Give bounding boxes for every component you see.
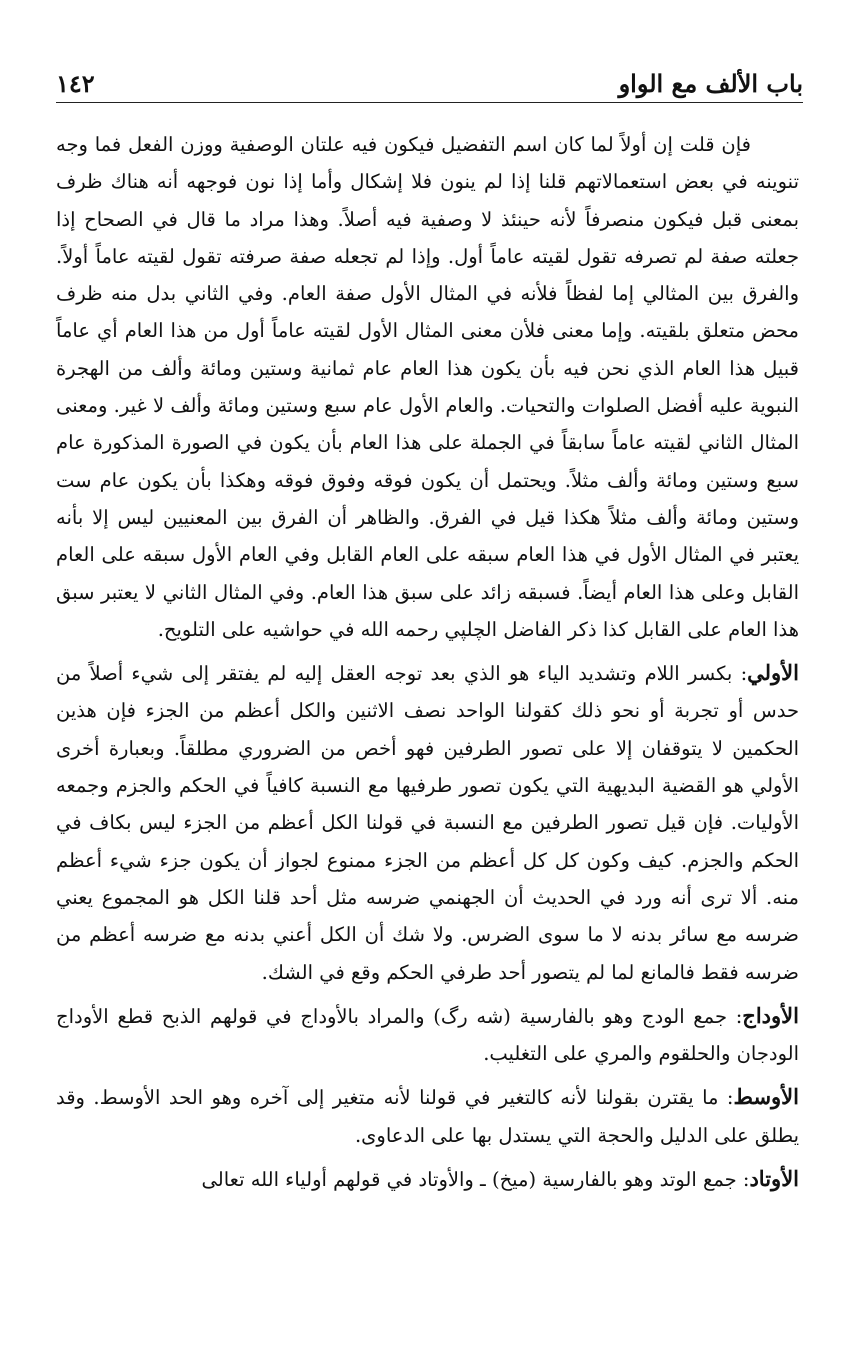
entry-definition: : بكسر اللام وتشديد الياء هو الذي بعد توجه العقل إليه لم يفتقر إلى شيء أصلاً من حدس أو تجربة أو نحو ذلك كقولنا الواحد نصف الاثنين والكل أعظم من الجزء فإن هذين الحكمين لا يتوقفان إلا على تصور الطرفين فهو أخص من الضروري مطلقاً. وبعبارة أخرى الأولي هو القضية البديهية التي يكون تصور طرفيها مع النسبة كافياً في الحكم والجزم وجمعه الأوليات. فإن قيل تصور الطرفين مع النسبة في قولنا الكل أعظم من الجزء ليس بكاف في الحكم والجزم. كيف وكون كل كل أعظم من الجزء ممنوع لجواز أن يكون جزء شيء أعظم منه. ألا ترى أنه ورد في الحديث أن الجهنمي ضرسه مثل أحد قلنا الكل هو المجموع يعني ضرسه مع سائر بدنه لا ما سوى الضرس. ولا شك أن الكل أعني بدنه مع ضرسه أعظم من ضرسه فقط فالمانع لما لم يتصور أحد طرفي الحكم وقع في الشك. — [56, 662, 799, 984]
entry-term: الأوتاد — [749, 1166, 799, 1192]
entry-definition: : جمع الوتد وهو بالفارسية (ميخ) ـ والأوتاد في قولهم أولياء الله تعالى — [201, 1168, 750, 1192]
entry-al-awsat — [56, 1078, 799, 1154]
entry-term: الأولي — [747, 660, 799, 686]
entry-term: الأوسط — [733, 1084, 799, 1110]
entry-al-awdaj — [56, 997, 799, 1073]
entry-definition: : جمع الودج وهو بالفارسية (شه رگ) والمراد بالأوداج في قولهم الذبح قطع الأوداج الودجان والحلقوم والمري على التغليب. — [56, 1004, 799, 1066]
body-text — [56, 126, 799, 1198]
entry-definition: : ما يقترن بقولنا لأنه كالتغير في قولنا لأنه متغير إلى آخره وهو الحد الأوسط. وقد يطلق على الدليل والحجة التي يستدل بها على الدعاوى. — [56, 1086, 799, 1147]
entry-term: الأوداج — [742, 1002, 799, 1028]
entry-al-awwali — [56, 654, 799, 991]
entry-al-awtad — [56, 1160, 799, 1198]
paragraph-text: فإن قلت إن أولاً لما كان اسم التفضيل فيكون فيه علتان الوصفية ووزن الفعل فما وجه تنوينه في بعض استعمالاتهم قلنا إذا لم ينون فلا إشكال وأما إذا نون فوجهه أنه هناك ظرف بمعنى قبل فيكون منصرفاً لأنه حينئذ لا وصفية فيه أصلاً. وهذا مراد ما قال في الصحاح إذا جعلته صفة لم تصرفه تقول لقيته عاماً أول. وإذا لم تجعله صفة صرفته تقول لقيته عاماً أولاً. والفرق بين المثالي إما لفظاً فلأنه في المثال الأول صفة العام. وفي الثاني بدل منه ظرف محض متعلق بلقيته. وإما معنى فلأن معنى المثال الأول لقيته عاماً أول من هذا العام أي عاماً قبيل هذا العام الذي نحن فيه بأن يكون هذا العام عام ثمانية وستين ومائة وألف من الهجرة النبوية عليه أفضل الصلوات والتحيات. والعام الأول عام سبع وستين ومائة وألف لا غير. ومعنى المثال الثاني لقيته عاماً سابقاً في الجملة على هذا العام بأن يكون في الصورة المذكورة عام سبع وستين ومائة وألف مثلاً. ويحتمل أن يكون فوقه وفوق فوقه وهكذا بأن يكون عام ست وستين ومائة وألف مثلاً هكذا قيل في الفرق. والظاهر أن الفرق بين المعنيين ليس إلا بأنه يعتبر في المثال الأول في هذا العام سبقه على العام القابل وفي العام الأول سبقه على العام القابل وعلى هذا العام أيضاً. فسبقه زائد على سبق هذا العام. وفي المثال الثاني لا يعتبر سبق هذا العام على القابل كذا ذكر الفاضل الچلپي رحمه الله في حواشيه على التلويح. — [56, 133, 799, 641]
running-title: باب الألف مع الواو — [618, 69, 803, 98]
page-header — [56, 58, 803, 103]
page-number: ١٤٢ — [56, 69, 95, 98]
paragraph-awwalan — [56, 126, 799, 648]
